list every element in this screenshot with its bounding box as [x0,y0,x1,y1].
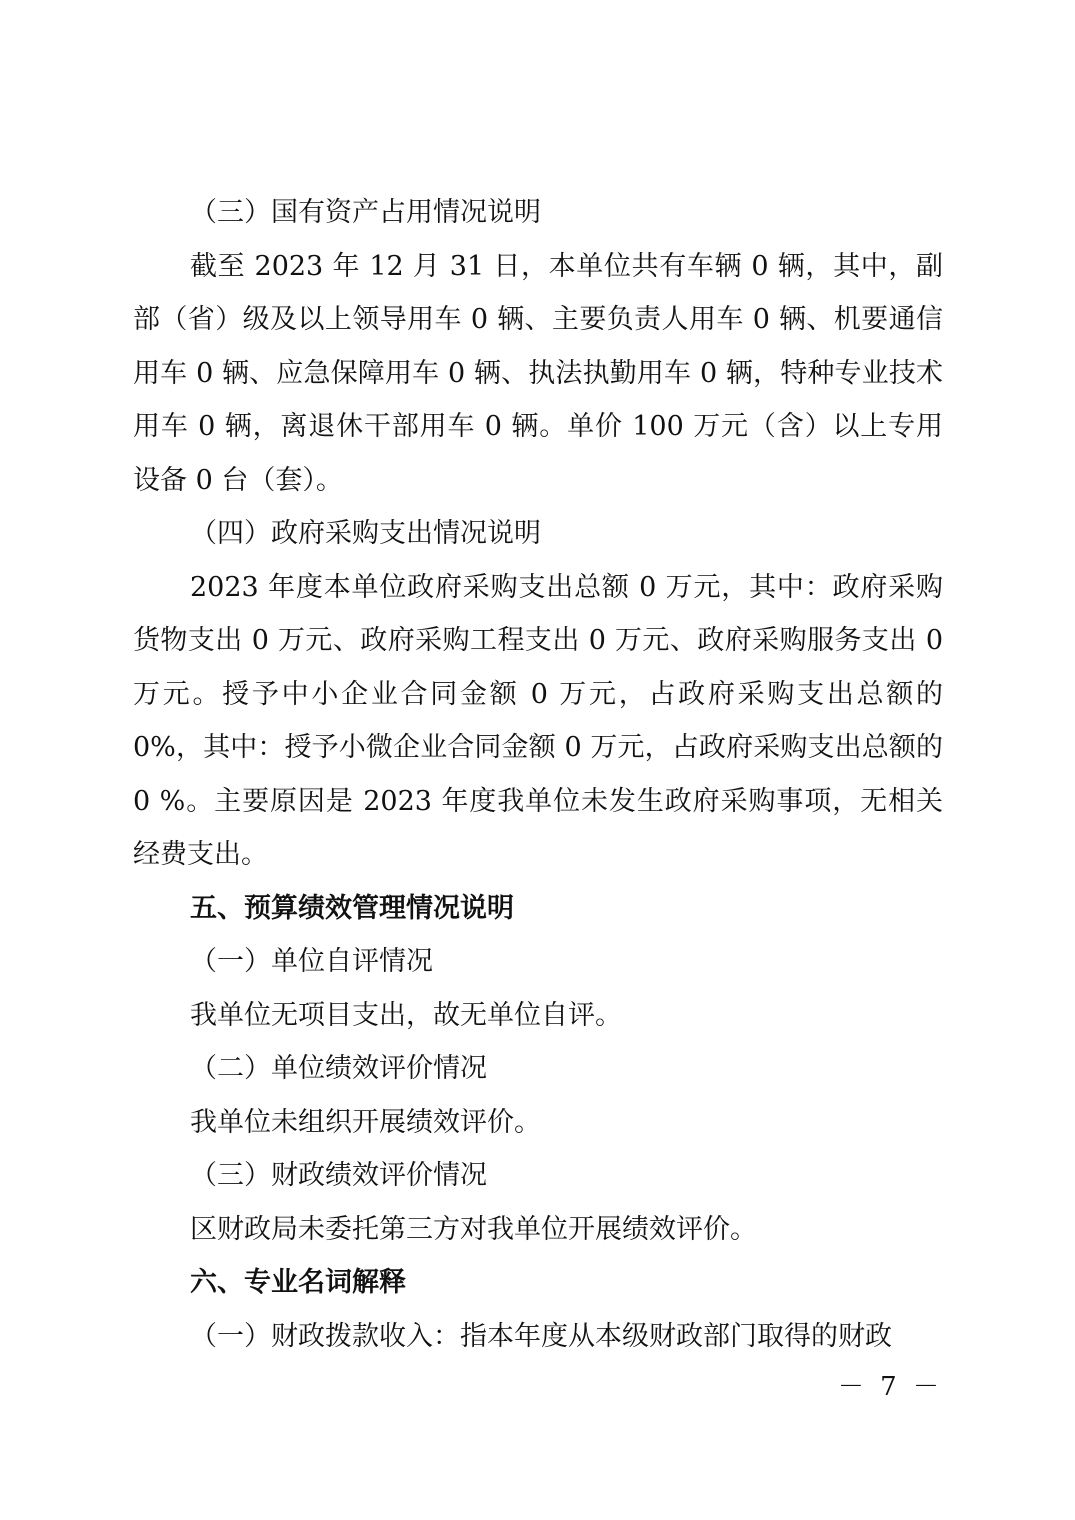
subheading-state-assets: （三）国有资产占用情况说明 [190,197,541,228]
paragraph-fiscal-evaluation: 区财政局未委托第三方对我单位开展绩效评价。 [190,1213,757,1245]
paragraph-self-evaluation: 我单位无项目支出，故无单位自评。 [190,999,622,1031]
page-number: － 7 － [837,1372,943,1402]
paragraph-unit-evaluation: 我单位未组织开展绩效评价。 [190,1106,541,1138]
document-body [133,186,943,1363]
heading-glossary: 六、专业名词解释 [190,1267,406,1298]
paragraph-procurement: 2023 年度本单位政府采购支出总额 0 万元，其中：政府采购货物支出 0 万元、政府采购工程支出 0 万元、政府采购服务支出 0 万元。授予中小企业合同金额 0 万元，占政府采购支出总额的 0%，其中：授予小微企业合同金额 0 万元，占政府采购支出总额的 0 %。主要原因是 2023 年度我单位未发生政府采购事项，无相关经费支出。 [133,571,943,870]
subheading-procurement: （四）政府采购支出情况说明 [190,518,541,549]
paragraph-vehicles: 截至 2023 年 12 月 31 日，本单位共有车辆 0 辆，其中，副部（省）级及以上领导用车 0 辆、主要负责人用车 0 辆、机要通信用车 0 辆、应急保障用车 0 辆、执法执勤用车 0 辆，特种专业技术用车 0 辆，离退休干部用车 0 辆。单价 100 万元（含）以上专用设备 0 台（套）。 [133,250,943,496]
subheading-unit-evaluation: （二）单位绩效评价情况 [190,1053,487,1084]
paragraph-glossary-1 [133,1310,943,1364]
glossary-term: （一）财政拨款收入： [190,1320,460,1352]
subheading-fiscal-evaluation: （三）财政绩效评价情况 [190,1160,487,1191]
heading-performance-management: 五、预算绩效管理情况说明 [190,892,514,924]
glossary-definition: 指本年度从本级财政部门取得的财政 [460,1320,892,1352]
subheading-self-evaluation: （一）单位自评情况 [190,946,433,977]
